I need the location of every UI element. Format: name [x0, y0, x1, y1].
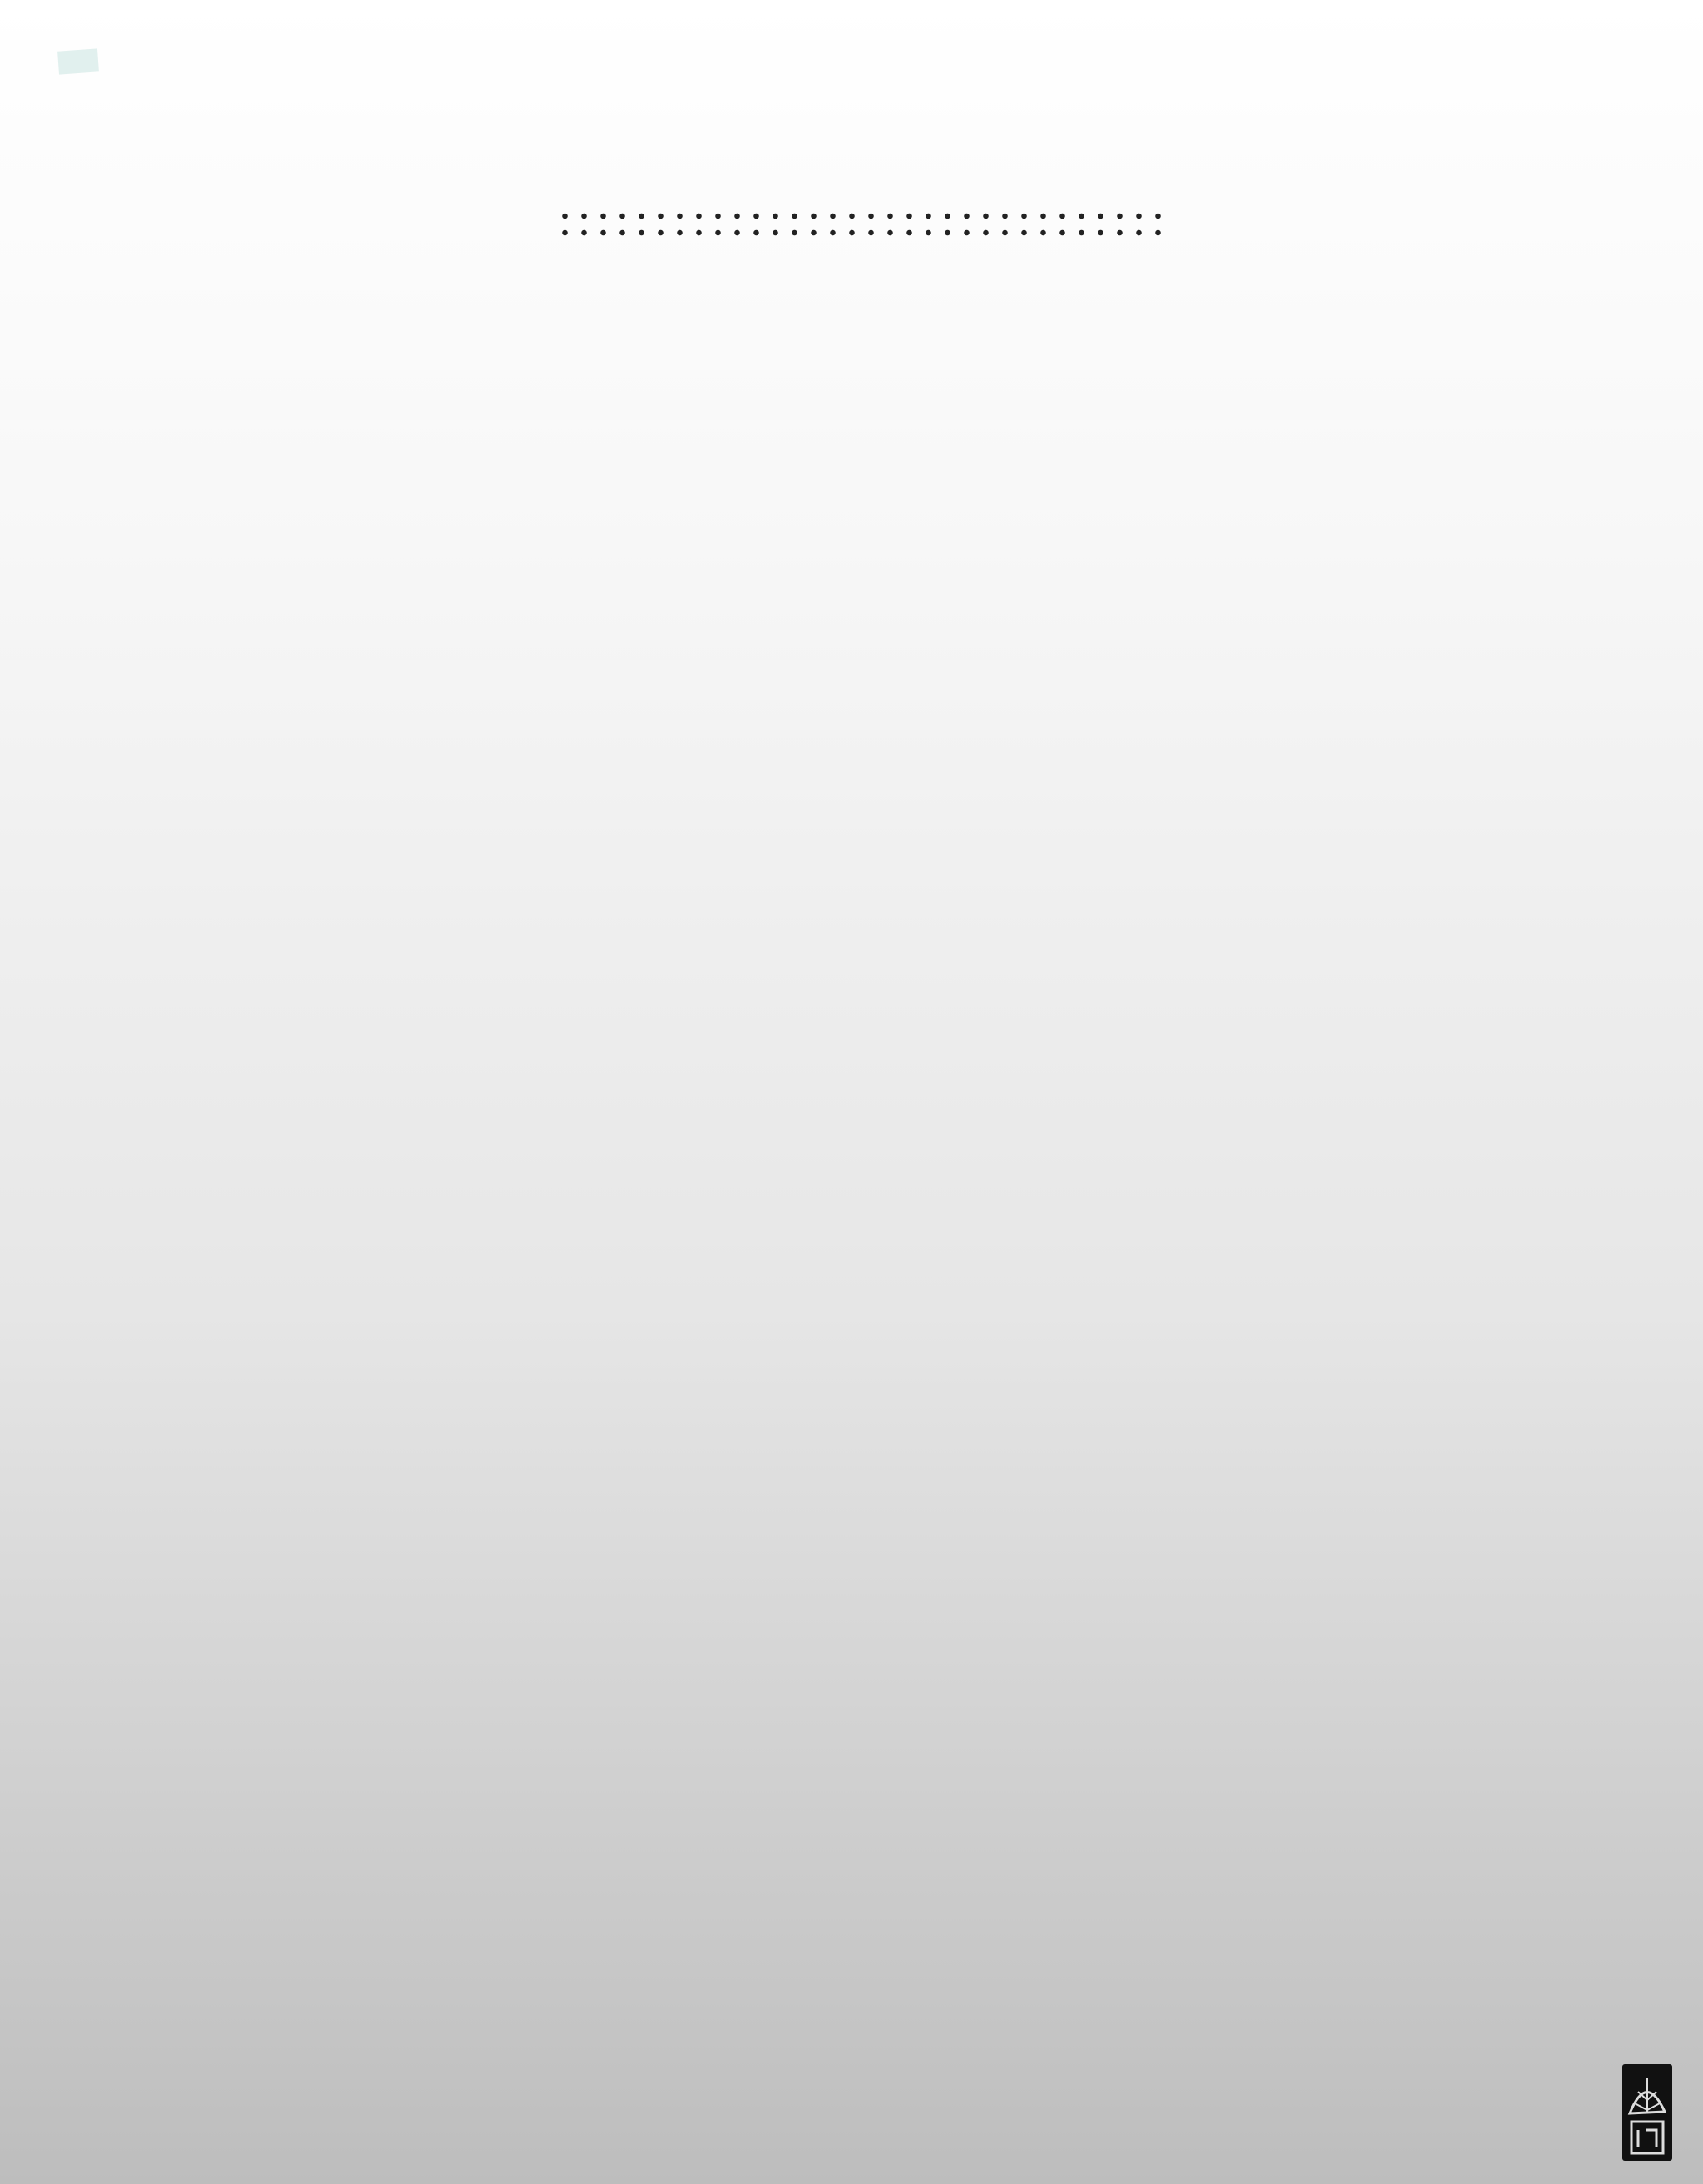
leaf-emblem-icon	[1622, 2063, 1673, 2162]
brand-stamp	[57, 48, 99, 74]
title-dotted-line	[555, 208, 1171, 241]
